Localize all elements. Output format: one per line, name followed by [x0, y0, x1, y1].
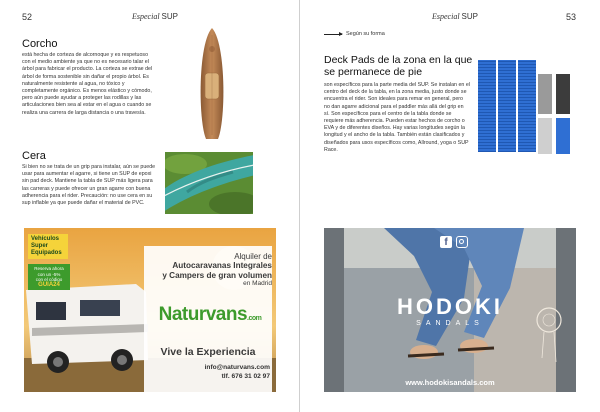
ad-slogan: Vive la Experiencia: [160, 346, 256, 358]
deck-pads-photo: [474, 52, 582, 164]
hodoki-ad[interactable]: [324, 228, 576, 392]
badge-equipped: Vehículos Super Equipados: [28, 234, 68, 259]
deck-title: Deck Pads de la zona en la que se permanece de pie: [324, 54, 473, 78]
wax-board-photo: [165, 152, 253, 214]
instagram-icon[interactable]: [456, 236, 468, 248]
ad-headline: Alquiler de Autocaravanas Integrales y Campers de gran volumen en Madrid: [162, 252, 272, 287]
hodoki-url[interactable]: www.hodokisandals.com: [405, 378, 495, 387]
ad-contact: [148, 364, 270, 381]
running-header: Especial SUP: [132, 12, 178, 21]
ad-email[interactable]: info@naturvans.com: [204, 364, 270, 371]
right-page: [300, 0, 600, 412]
hodoki-sub: SANDALS: [416, 320, 484, 327]
cork-board-photo: [172, 25, 252, 143]
running-header: Especial SUP: [432, 12, 478, 21]
facebook-icon[interactable]: f: [440, 236, 452, 248]
page-number: 52: [22, 12, 33, 22]
naturvans-ad[interactable]: [24, 228, 276, 392]
promo-box: Reserva ahora con un -5% con el código GUIA24: [28, 264, 70, 290]
page-number: 53: [566, 12, 577, 22]
naturvans-logo: Naturvans.com: [158, 304, 262, 325]
corcho-text: está hecha de corteza de alcornoque y es respetuoso con el medio ambiente ya que no es necesario talar el árbol para fabricar el producto. La corteza se extrae del árbol de forma sostenible sin dañar el propio árbol. Es naturalmente resistente al agua, no tóxico y completamente orgánico. Es menos elástico y cómodo, pero aún puede ayudar a proteger las rodillas y las articulaciones bien sea al estar en el agua o cuando se realiza una carrera de larga distancia o una travesía.: [22, 52, 153, 116]
cera-title: Cera: [22, 150, 46, 162]
arrow-right-icon: [324, 34, 342, 35]
shape-caption: Según su forma: [324, 31, 385, 37]
hodoki-logo: HODOKI: [397, 294, 503, 319]
ad-phone[interactable]: tlf. 676 31 02 97: [221, 372, 270, 380]
corcho-title: Corcho: [22, 38, 58, 50]
cera-text: Si bien no se trata de un grip para instalar, aún se puede usar para aumentar el agarre, si tiene un SUP de epoxi sin pad deck. Mantiene la tabla de SUP más ligera para las carreras y puede ofrecer un gran agarre con buena adherencia para el rider. Precaución: no use cera en su sup inflable ya que puede dañar el material de PVC.: [22, 164, 156, 207]
deck-text: son específicos para la parte media del SUP. Se instalan en el centro del deck de la tabla, en la zona media, justo donde se encuentra el rider. Son ideales para remar en general, pero no dan agarre adicional para el paddler más allá del grip en sí. Son específicos para el centro de la tabla donde se requiere más adherencia. Pueden estar hechos de corcho o EVA y de diferentes diseños. Hay varias longitudes según la longitud y el ancho de la tabla. También están clasificados y diseñados para usos específicos como, Allround, yoga o SUP Race.: [324, 82, 470, 153]
